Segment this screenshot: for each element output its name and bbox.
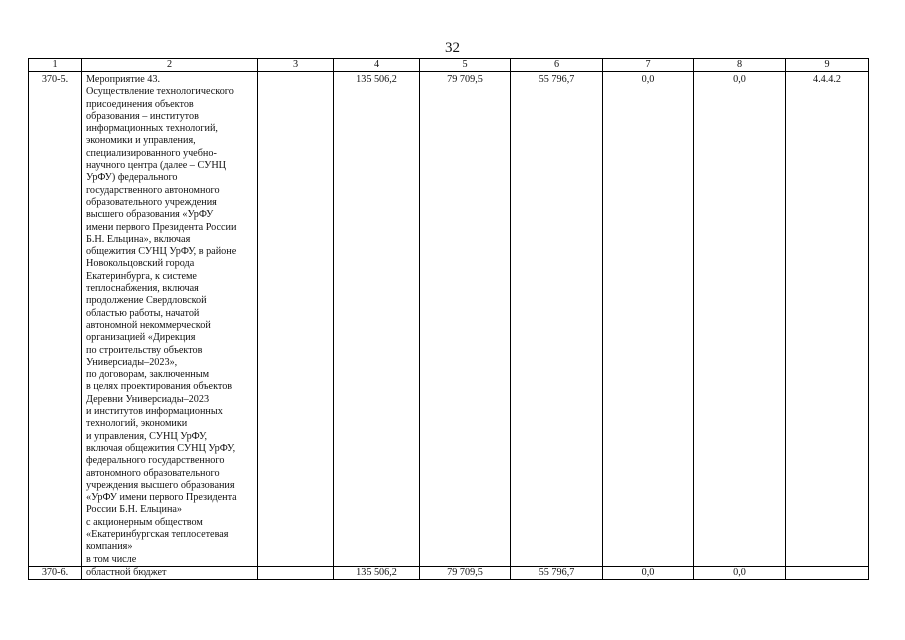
cell-col7: 0,0 (603, 566, 694, 579)
header-row (29, 59, 869, 72)
cell-col5: 79 709,5 (420, 566, 511, 579)
cell-col9 (786, 566, 869, 579)
cell-col5: 79 709,5 (420, 72, 511, 567)
cell-col4: 135 506,2 (334, 566, 420, 579)
cell-col3 (258, 566, 334, 579)
header-cell: 6 (511, 59, 603, 72)
row-description: Мероприятие 43. Осуществление технологического присоединения объектов образования – институтов информационных технологий, экономики и управления, специализированного учебно- научного центра (далее – СУНЦ УрФУ) федерального государственного автономного образовательного учреждения высшего образования «УрФУ имени первого Президента России Б.Н. Ельцина», включая общежития СУНЦ УрФУ, в районе Новокольцовский города Екатеринбурга, к системе теплоснабжения, включая продолжение Свердловской областью работы, начатой автономной некоммерческой организацией «Дирекция по строительству объектов Универсиады–2023», по договорам, заключенным в целях проектирования объектов Деревни Универсиады–2023 и институтов информационных технологий, экономики и управления, СУНЦ УрФУ, включая общежития СУНЦ УрФУ, федерального государственного автономного образовательного учреждения высшего образования «УрФУ имени первого Президента России Б.Н. Ельцина» с акционерным обществом «Екатеринбургская теплосетевая компания» в том числе (82, 72, 258, 567)
page-number: 32 (445, 40, 460, 56)
header-cell: 4 (334, 59, 420, 72)
header-cell: 5 (420, 59, 511, 72)
header-cell: 1 (29, 59, 82, 72)
table-row (29, 72, 869, 567)
header-cell: 8 (694, 59, 786, 72)
header-cell: 2 (82, 59, 258, 72)
cell-col8: 0,0 (694, 566, 786, 579)
row-description: областной бюджет (82, 566, 258, 579)
budget-table (28, 58, 869, 580)
header-cell: 3 (258, 59, 334, 72)
header-cell: 9 (786, 59, 869, 72)
table-row (29, 566, 869, 579)
cell-col3 (258, 72, 334, 567)
cell-col8: 0,0 (694, 72, 786, 567)
row-number: 370-6. (29, 566, 82, 579)
cell-col6: 55 796,7 (511, 72, 603, 567)
cell-col6: 55 796,7 (511, 566, 603, 579)
row-number: 370-5. (29, 72, 82, 567)
cell-col7: 0,0 (603, 72, 694, 567)
cell-col4: 135 506,2 (334, 72, 420, 567)
cell-col9: 4.4.4.2 (786, 72, 869, 567)
header-cell: 7 (603, 59, 694, 72)
